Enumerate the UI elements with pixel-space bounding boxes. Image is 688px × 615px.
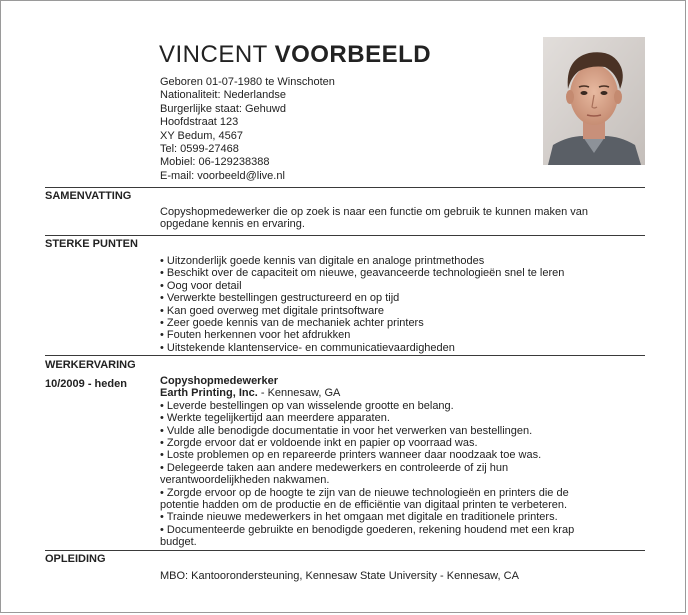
company-name: Earth Printing, Inc. (160, 387, 258, 400)
list-item: • Verwerkte bestellingen gestructureerd en op tijd (160, 292, 400, 305)
job-dates: 10/2009 - heden (45, 378, 127, 390)
first-name: VINCENT (159, 41, 268, 68)
contact-line: E-mail: voorbeeld@live.nl (160, 169, 285, 182)
list-item: verantwoordelijkheden nakwamen. (160, 474, 330, 487)
contact-details (160, 76, 335, 183)
list-item: • Documenteerde gebruikte en benodigde goederen, rekening houdend met een krap (160, 523, 575, 536)
list-item: • Trainde nieuwe medewerkers in het omgaan met digitale en traditionele printers. (160, 511, 558, 524)
section-title-experience: WERKERVARING (45, 359, 136, 371)
list-item: • Loste problemen op en repareerde printers wanneer daar noodzaak toe was. (160, 449, 542, 462)
list-item: potentie hadden om de productie en de efficiëntie van digitaal printen te verbeteren. (160, 499, 568, 512)
list-item: • Werkte tegelijkertijd aan meerdere apparaten. (160, 412, 390, 425)
list-item: • Kan goed overweg met digitale printsoftware (160, 304, 384, 317)
list-item: • Fouten herkennen voor het afdrukken (160, 329, 351, 342)
contact-line: Geboren 01-07-1980 te Winschoten (160, 76, 335, 88)
section-title-education: OPLEIDING (45, 553, 106, 565)
list-item: • Zorgde ervoor op de hoogte te zijn van de nieuwe technologieën en printers die de (160, 486, 569, 499)
summary-text (160, 206, 588, 231)
education-text (160, 570, 519, 582)
section-rule (45, 355, 645, 356)
candidate-name (159, 41, 431, 69)
section-title-summary: SAMENVATTING (45, 190, 132, 202)
section-title-strengths: STERKE PUNTEN (45, 238, 138, 250)
contact-line: Tel: 0599-27468 (160, 143, 239, 156)
contact-line: XY Bedum, 4567 (160, 129, 243, 142)
last-name: VOORBEELD (274, 41, 432, 68)
contact-line: Hoofdstraat 123 (160, 116, 239, 129)
strengths-list (160, 255, 564, 354)
contact-line: Burgerlijke staat: Gehuwd (160, 102, 286, 115)
list-item: • Uitstekende klantenservice- en communicatievaardigheden (160, 341, 455, 354)
contact-line: Mobiel: 06-129238388 (160, 156, 270, 169)
list-item: • Zeer goede kennis van de mechaniek achter printers (160, 317, 424, 330)
list-item: • Delegeerde taken aan andere medewerkers en controleerde of zij hun (160, 461, 509, 474)
list-item: • Oog voor detail (160, 279, 242, 292)
contact-line: Nationaliteit: Nederlandse (160, 89, 286, 102)
summary-line: Copyshopmedewerker die op zoek is naar een functie om gebruik te kunnen maken van (160, 206, 589, 218)
section-rule (45, 235, 645, 236)
company-location: - Kennesaw, GA (257, 387, 341, 400)
experience-details (160, 375, 574, 549)
list-item: budget. (160, 536, 197, 549)
list-item: • Zorgde ervoor dat er voldoende inkt en papier op voorraad was. (160, 437, 478, 450)
job-title: Copyshopmedewerker (160, 375, 278, 387)
section-rule (45, 187, 645, 188)
portrait-illustration (543, 37, 645, 165)
portrait-photo (543, 37, 645, 165)
section-rule (45, 550, 645, 551)
education-line: MBO: Kantoorondersteuning, Kennesaw State University - Kennesaw, CA (160, 570, 519, 582)
list-item: • Leverde bestellingen op van wisselende grootte en belang. (160, 399, 454, 412)
list-item: • Vulde alle benodigde documentatie in voor het verwerken van bestellingen. (160, 424, 533, 437)
employer-line (160, 387, 574, 399)
summary-line: opgedane kennis en ervaring. (160, 218, 305, 231)
list-item: • Uitzonderlijk goede kennis van digitale en analoge printmethodes (160, 255, 485, 267)
list-item: • Beschikt over de capaciteit om nieuwe, geavanceerde technologieën snel te leren (160, 267, 565, 280)
